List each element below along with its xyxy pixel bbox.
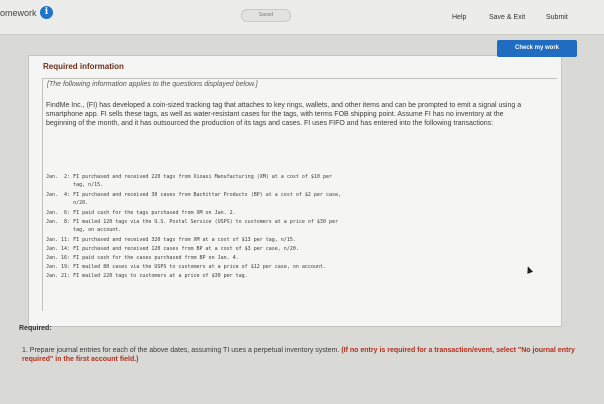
information-note: [The following information applies to the questions displayed below.] [47, 81, 258, 88]
required-heading: Required: [19, 325, 52, 332]
save-exit-link[interactable]: Save & Exit [489, 14, 526, 21]
problem-intro: FindMe Inc., (FI) has developed a coin-sized tracking tag that attaches to key rings, wallets, and other items and can be prompted to emit a signal using a smartphone app. FI sells these tags, as well as water-resistant cases for the tags, with terms FOB shipping point. Assume FI has no inventory at the beginning of the month, and it has outsourced the production of its tags and cases. FI uses FIFO and has entered into the following transactions: [46, 102, 522, 127]
transaction-jan-2: Jan. 2: FI purchased and received 220 tags from Xioasi Manufacturing (XM) at a cost of $10 per tag, n/15. [46, 174, 332, 188]
required-instruction [22, 346, 582, 364]
transaction-jan-8: Jan. 8: FI mailed 120 tags via the U.S. Postal Service (USPS) to customers at a price of $30 per tag, on account. [46, 219, 338, 233]
instruction-emphasis-text: (If no entry is required for a transaction/event, select "No journal entry required" in the first account field.) [22, 347, 575, 363]
app-title: omework [0, 8, 37, 18]
required-information-heading: Required information [43, 62, 124, 71]
transaction-jan-16: Jan. 16: FI paid cash for the cases purchased from BP on Jan. 4. [46, 255, 239, 261]
transaction-jan-21: Jan. 21: FI mailed 220 tags to customers at a price of $30 per tag. [46, 273, 248, 279]
transaction-jan-4: Jan. 4: FI purchased and received 30 cases from Bachittar Products (BP) at a cost of $2 per case, n/20. [46, 192, 342, 206]
submit-link[interactable]: Submit [546, 14, 568, 21]
transaction-jan-11: Jan. 11: FI purchased and received 320 tags from XM at a cost of $13 per tag, n/15. [46, 237, 296, 243]
check-my-work-button[interactable]: Check my work [497, 40, 577, 57]
saved-status-badge: Saved [241, 9, 291, 22]
transaction-jan-19: Jan. 19: FI mailed 80 cases via the USPS to customers at a price of $12 per case, on account. [46, 264, 326, 270]
info-icon[interactable]: i [40, 6, 53, 19]
top-bar [0, 0, 604, 35]
transaction-jan-14: Jan. 14: FI purchased and received 120 cases from BP at a cost of $3 per case, n/20. [46, 246, 299, 252]
instruction-main-text: 1. Prepare journal entries for each of the above dates, assuming TI uses a perpetual inventory system. [22, 347, 342, 354]
help-link[interactable]: Help [452, 14, 467, 21]
transaction-jan-6: Jan. 6: FI paid cash for the tags purchased from XM on Jan. 2. [46, 210, 236, 216]
